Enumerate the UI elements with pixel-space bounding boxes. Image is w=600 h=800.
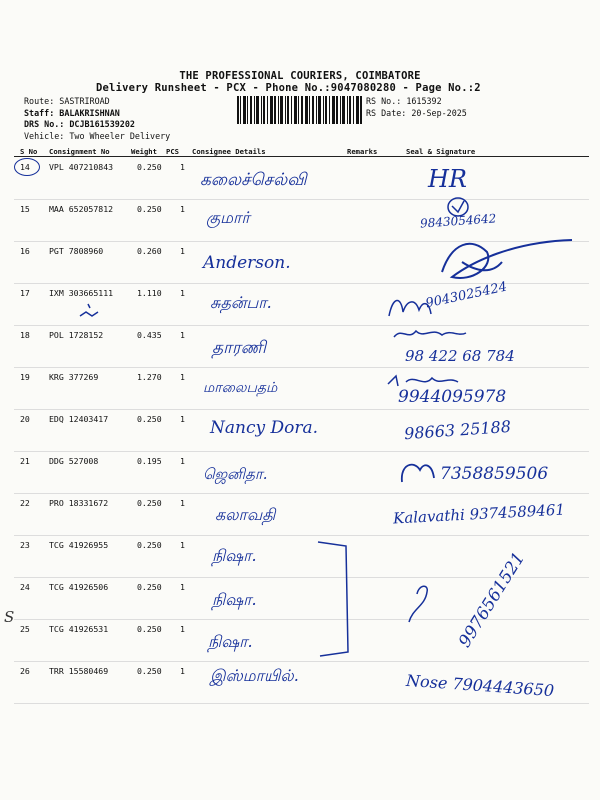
row-weight: 1.270 [137, 372, 162, 382]
col-seal: Seal & Signature [406, 147, 476, 156]
signature-scribble [396, 458, 438, 488]
consignee-name-handwritten: Nancy Dora. [210, 418, 319, 438]
row-sno: 22 [20, 498, 30, 508]
row-weight: 0.250 [137, 162, 162, 172]
consignee-name-handwritten: நிஷா. [208, 632, 253, 651]
row-sno: 24 [20, 582, 30, 592]
consignee-name-handwritten: குமார் [206, 208, 250, 227]
row-sno: 14 [20, 162, 30, 172]
consignee-name-handwritten: கலைச்செல்வி [200, 170, 307, 190]
signature-phone: 9944095978 [398, 387, 507, 407]
drs-number: DRS No.: DCJB161539202 [24, 119, 135, 129]
row-consignment: POL 1728152 [49, 330, 104, 340]
row-weight: 0.250 [137, 540, 162, 550]
row-weight: 0.250 [137, 204, 162, 214]
vehicle-label: Vehicle: Two Wheeler Delivery [24, 130, 171, 141]
row-sno: 26 [20, 666, 30, 676]
runsheet-meta-right [366, 96, 467, 119]
row-weight: 0.250 [137, 582, 162, 592]
table-row [14, 619, 589, 662]
row-consignment: IXM 303665111 [49, 288, 114, 298]
runsheet-meta-left [24, 96, 170, 142]
signature-scribble [405, 578, 435, 628]
row-sno: 16 [20, 246, 30, 256]
col-remarks: Remarks [347, 147, 378, 156]
row-pcs: 1 [180, 456, 185, 466]
row-sno: 15 [20, 204, 30, 214]
row-pcs: 1 [180, 372, 185, 382]
row-consignment: DDG 527008 [49, 456, 99, 466]
row-sno: 19 [20, 372, 30, 382]
company-name: THE PROFESSIONAL COURIERS, COIMBATORE [179, 70, 421, 82]
rs-number: RS No.: 1615392 [366, 96, 442, 106]
row-pcs: 1 [180, 162, 185, 172]
row-sno: 20 [20, 414, 30, 424]
consignee-name-handwritten: கலாவதி [215, 505, 276, 524]
row-weight: 0.250 [137, 666, 162, 676]
ink-stamp-mark [76, 300, 106, 322]
row-sno: 25 [20, 624, 30, 634]
row-weight: 1.110 [137, 288, 162, 298]
consignee-name-handwritten: மாலைபதம் [203, 380, 278, 396]
row-pcs: 1 [180, 624, 185, 634]
row-consignment: TCG 41926955 [49, 540, 109, 550]
signature-scribble [432, 232, 582, 292]
row-pcs: 1 [180, 204, 185, 214]
col-consignee: Consignee Details [192, 147, 266, 156]
row-pcs: 1 [180, 246, 185, 256]
row-pcs: 1 [180, 414, 185, 424]
rs-date: RS Date: 20-Sep-2025 [366, 107, 467, 118]
row-pcs: 1 [180, 288, 185, 298]
col-weight: Weight [131, 147, 157, 156]
consignee-name-handwritten: இஸ்மாயில். [210, 666, 299, 685]
row-sno: 18 [20, 330, 30, 340]
consignee-name-handwritten: ஜெனிதா. [203, 465, 268, 483]
consignee-name-handwritten: Anderson. [203, 253, 291, 273]
row-consignment: PRO 18331672 [49, 498, 109, 508]
signature-scribble [390, 325, 470, 343]
row-pcs: 1 [180, 582, 185, 592]
runsheet-title: Delivery Runsheet - PCX - Phone No.:9047080280 - Page No.:2 [96, 82, 481, 94]
row-consignment: TCG 41926506 [49, 582, 109, 592]
row-weight: 0.195 [137, 456, 162, 466]
row-consignment: TRR 15580469 [49, 666, 109, 676]
col-sno: S No [20, 147, 38, 156]
row-sno: 21 [20, 456, 30, 466]
row-weight: 0.250 [137, 498, 162, 508]
signature-text: HR [428, 165, 467, 193]
signature-phone: 9843054642 [419, 211, 497, 231]
row-consignment: MAA 652057812 [49, 204, 114, 214]
consignee-name-handwritten: சுதன்பா. [210, 293, 272, 312]
sno-circle-mark [14, 158, 40, 176]
signature-phone: Kalavathi 9374589461 [392, 500, 566, 528]
route-label: Route: SASTRIROAD [24, 96, 110, 106]
row-pcs: 1 [180, 498, 185, 508]
signature-phone: Nose 7904443650 [405, 670, 555, 701]
row-pcs: 1 [180, 666, 185, 676]
row-pcs: 1 [180, 330, 185, 340]
signature-phone: 9043025424 [424, 279, 509, 312]
row-pcs: 1 [180, 540, 185, 550]
col-pcs: PCS [166, 147, 179, 156]
row-sno: 17 [20, 288, 30, 298]
row-weight: 0.250 [137, 624, 162, 634]
row-sno: 23 [20, 540, 30, 550]
row-consignment: VPL 407210843 [49, 162, 114, 172]
row-weight: 0.260 [137, 246, 162, 256]
row-weight: 0.250 [137, 414, 162, 424]
consignee-name-handwritten: தாரணி [212, 338, 267, 358]
barcode-image [237, 96, 363, 124]
row-consignment: PGT 7808960 [49, 246, 104, 256]
row-consignment: KRG 377269 [49, 372, 99, 382]
consignee-name-handwritten: நிஷா. [212, 546, 257, 565]
group-bracket-mark [316, 540, 356, 660]
margin-mark: S [4, 608, 15, 626]
signature-phone: 98663 25188 [403, 416, 512, 444]
signature-phone: 98 422 68 784 [405, 347, 515, 365]
staff-label: Staff: BALAKRISHNAN [24, 107, 120, 118]
row-weight: 0.435 [137, 330, 162, 340]
signature-phone: 7358859506 [440, 464, 549, 484]
col-consignment: Consignment No [49, 147, 110, 156]
consignee-name-handwritten: நிஷா. [212, 590, 257, 609]
signature-phone: 9976561521 [454, 548, 530, 652]
row-consignment: EDQ 12403417 [49, 414, 109, 424]
row-consignment: TCG 41926531 [49, 624, 109, 634]
